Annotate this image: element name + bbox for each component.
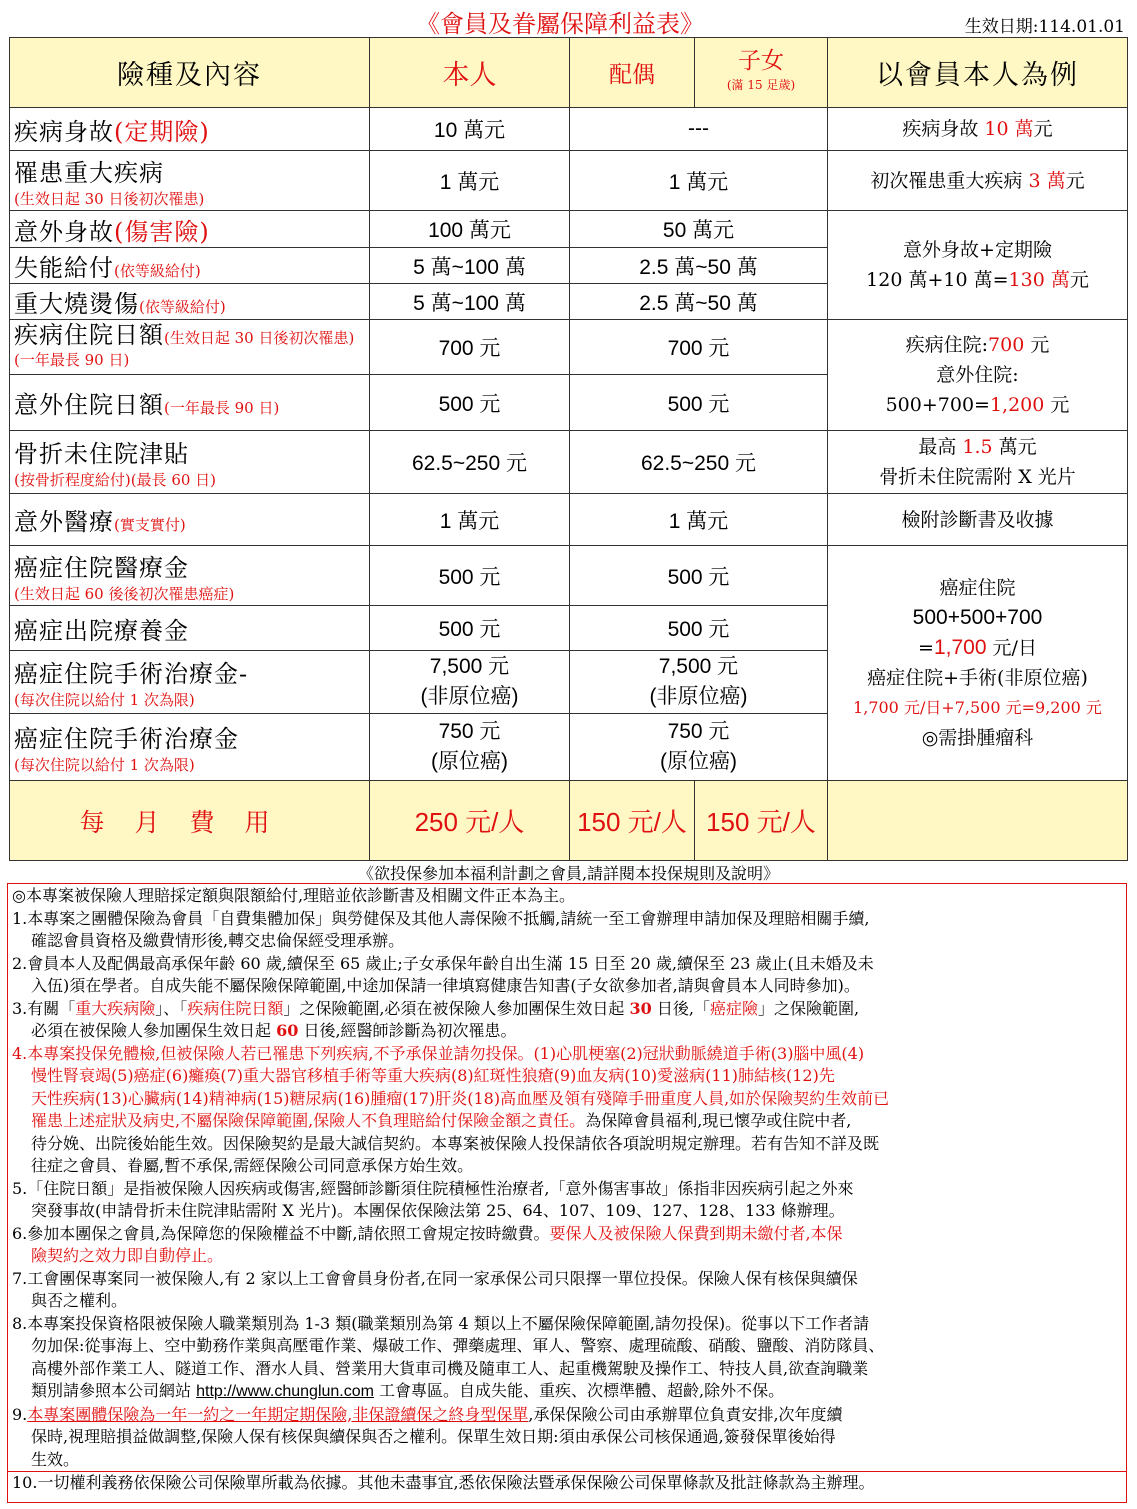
website-link[interactable]: http://www.chunglun.com: [196, 1383, 374, 1400]
self-value: 10 萬元: [370, 108, 570, 151]
spouse-child-value: 2.5 萬~50 萬: [570, 284, 828, 320]
self-value: 100 萬元: [370, 211, 570, 248]
example-cell: 疾病身故 10 萬元: [828, 108, 1128, 151]
row-label-tag: (定期險): [114, 117, 210, 146]
note-line: 天性疾病(13)心臟病(14)精神病(15)糖尿病(16)腫瘤(17)肝炎(18)高血壓及領有殘障手冊重度人員,如於保險契約生效前已: [31, 1088, 890, 1108]
note-line: 險契約之效力即自動停止。: [31, 1246, 224, 1265]
row-label: 疾病身故: [14, 117, 114, 146]
example-cell: 檢附診斷書及收據: [828, 494, 1128, 546]
table-row: [10, 108, 1128, 151]
note-line: 入伍)須在學者。自成失能不屬保險保障範圍,中途加保請一律填寫健康告知書(子女欲參加者,請與會員本人同時參加)。: [31, 976, 860, 995]
note-line: 7.工會團保專案同一被保險人,有 2 家以上工會會員身份者,在同一家承保公司只限擇一單位投保。保險人保有核保與續保: [12, 1268, 858, 1288]
page-header: [0, 4, 1137, 38]
benefit-table: [9, 37, 1128, 861]
example-cell: 最高 1.5 萬元 骨折未住院需附 X 光片: [828, 431, 1128, 494]
note-line: ◎本專案被保險人理賠採定額與限額給付,理賠並依診斷書及相關文件正本為主。: [12, 886, 576, 905]
example-cell: 意外身故+定期險 120 萬+10 萬=130 萬元: [828, 211, 1128, 320]
note-line: 類別請參照本公司網站 http://www.chunglun.com 工會專區。自成失能、重疾、次標準體、超齡,除外不保。: [31, 1381, 785, 1400]
self-value: 5 萬~100 萬: [370, 248, 570, 284]
fee-child: 150 元/人: [695, 781, 828, 861]
row-note: (生效日起 60 後後初次罹患癌症): [14, 584, 235, 603]
self-value: 500 元: [370, 606, 570, 651]
spouse-child-value: 500 元: [570, 375, 828, 431]
note-line: 勿加保:從事海上、空中勤務作業與高壓電作業、爆破工作、彈藥處理、軍人、警察、處理硫酸、硝酸、鹽酸、消防隊員、: [31, 1336, 885, 1355]
note-line: 高樓外部作業工人、隧道工作、潛水人員、營業用大貨車司機及隨車工人、起重機駕駛及操作工、特技人員,欲查詢職業: [31, 1358, 869, 1378]
header-child-note: (滿 15 足歲): [726, 77, 796, 92]
effective-date: 生效日期:114.01.01: [964, 17, 1125, 37]
row-label: 癌症住院手術治療金: [14, 725, 239, 753]
notes-box: [7, 883, 1127, 1503]
header-spouse: 配偶: [570, 38, 695, 108]
row-note: (按骨折程度給付)(最長 60 日): [14, 471, 217, 489]
row-note: (生效日起 30 日後初次罹患): [14, 189, 205, 208]
fee-empty: [828, 781, 1128, 861]
table-row: [10, 211, 1128, 248]
spouse-child-value: 1 萬元: [570, 151, 828, 211]
note-line: 6.參加本團保之會員,為保障您的保險權益不中斷,請依照工會規定按時繳費。要保人及被保險人保費到期未繳付者,本保: [12, 1223, 843, 1243]
fee-spouse: 150 元/人: [570, 781, 695, 861]
note-line: 待分娩、出院後始能生效。因保險契約是最大誠信契約。本專案被保險人投保請依各項說明規定辦理。若有告知不詳及既: [31, 1133, 880, 1153]
note-line: 生效。: [31, 1449, 80, 1469]
fee-self: 250 元/人: [370, 781, 570, 861]
spouse-child-value: 700 元: [570, 320, 828, 375]
table-row: [10, 494, 1128, 546]
note-line: 保時,視理賠損益做調整,保險人保有核保與續保與否之權利。保單生效日期:須由承保公司核保通過,簽發保單後始得: [31, 1427, 836, 1446]
row-note: (實支實付): [114, 516, 186, 534]
spouse-child-value: 500 元: [570, 546, 828, 606]
row-label: 失能給付: [14, 254, 114, 282]
monthly-fee-row: [10, 781, 1128, 861]
spouse-child-value: 750 元 (原位癌): [570, 714, 828, 781]
notes-subtitle: 《欲投保參加本福利計劃之會員,請詳閱本投保規則及說明》: [357, 864, 780, 883]
spouse-child-value: ---: [570, 108, 828, 151]
row-note: (一年最長 90 日): [164, 399, 280, 417]
header-self: 本人: [370, 38, 570, 108]
row-label: 癌症住院醫療金: [14, 553, 189, 582]
note-line: 必須在被保險人參加團保生效日起 60 日後,經醫師診斷為初次罹患。: [31, 1021, 517, 1040]
note-line: 罹患上述症狀及病史,不屬保險保障範圍,保險人不負理賠給付保險金額之責任。為保障會員福利,現已懷孕或住院中者,: [31, 1111, 852, 1130]
page-title: 《會員及眷屬保障利益表》: [416, 10, 704, 38]
example-cell: 癌症住院 500+500+700 =1,700 元/日 癌症住院+手術(非原位癌) 1,700 元/日+7,500 元=9,200 元 ◎需掛腫瘤科: [828, 546, 1128, 781]
table-row: [10, 320, 1128, 375]
spouse-child-value: 62.5~250 元: [570, 431, 828, 494]
note-line: 與否之權利。: [31, 1291, 128, 1310]
row-label-tag: (傷害險): [114, 217, 210, 246]
table-row: [10, 151, 1128, 211]
table-row: [10, 546, 1128, 606]
table-header-row: [10, 38, 1128, 108]
self-value: 1 萬元: [370, 494, 570, 546]
row-label: 意外醫療: [14, 508, 114, 536]
row-label: 疾病住院日額: [14, 320, 164, 349]
note-line: 往症之會員、眷屬,暫不承保,需經保險公司同意承保方始生效。: [31, 1156, 474, 1175]
row-label: 癌症住院手術治療金-: [14, 660, 249, 688]
self-value: 1 萬元: [370, 151, 570, 211]
spouse-child-value: 2.5 萬~50 萬: [570, 248, 828, 284]
note-line: 10.一切權利義務依保險公司保險單所載為依據。其他未盡事宜,悉依保險法暨承保保險公司保單條款及批註條款為主辦理。: [8, 1471, 1126, 1495]
note-line: 慢性腎衰竭(5)癌症(6)癱瘓(7)重大器官移植手術等重大疾病(8)紅斑性狼瘡(9)血友病(10)愛滋病(11)肺結核(12)先: [31, 1066, 835, 1085]
row-label: 意外身故: [14, 217, 114, 246]
spouse-child-value: 500 元: [570, 606, 828, 651]
row-label: 罹患重大疾病: [14, 158, 164, 187]
note-line: 5.「住院日額」是指被保險人因疾病或傷害,經醫師診斷須住院積極性治療者,「意外傷害事故」係指非因疾病引起之外來: [12, 1178, 854, 1198]
note-line: 8.本專案投保資格限被保險人職業類別為 1-3 類(職業類別為第 4 類以上不屬保險保障範圍,請勿投保)。從事以下工作者請: [12, 1313, 870, 1333]
header-coverage: 險種及內容: [10, 38, 370, 108]
row-label: 重大燒燙傷: [14, 290, 139, 318]
row-note: (每次住院以給付 1 次為限): [14, 756, 195, 774]
note-line: 確認會員資格及繳費情形後,轉交忠倫保經受理承辦。: [31, 931, 405, 950]
note-line: 1.本專案之團體保險為會員「自費集體加保」與勞健保及其他人壽保險不抵觸,請統一至工會辦理申請加保及理賠相關手續,: [12, 908, 870, 928]
self-value: 500 元: [370, 546, 570, 606]
self-value: 7,500 元 (非原位癌): [370, 651, 570, 714]
note-line: 突發事故(申請骨折未住院津貼需附 X 光片)。本團保依保險法第 25、64、107、109、127、128、133 條辦理。: [31, 1201, 845, 1220]
row-note: (依等級給付): [114, 262, 201, 280]
note-line: 9.本專案團體保險為一年一約之一年期定期保險,非保證續保之終身型保單,承保保險公司由承辦單位負責安排,次年度續: [12, 1404, 843, 1424]
row-label: 骨折未住院津貼: [14, 440, 189, 468]
self-value: 750 元 (原位癌): [370, 714, 570, 781]
header-child-label: 子女: [738, 47, 784, 74]
spouse-child-value: 1 萬元: [570, 494, 828, 546]
self-value: 500 元: [370, 375, 570, 431]
row-note: (每次住院以給付 1 次為限): [14, 691, 195, 709]
example-cell: 疾病住院:700 元 意外住院: 500+700=1,200 元: [828, 320, 1128, 431]
fee-label: 每月費用: [10, 781, 370, 861]
header-example: 以會員本人為例: [828, 38, 1128, 108]
note-line: 4.本專案投保免體檢,但被保險人若已罹患下列疾病,不予承保並請勿投保。(1)心肌梗塞(2)冠狀動脈繞道手術(3)腦中風(4): [12, 1043, 865, 1063]
row-note: (依等級給付): [139, 298, 226, 316]
self-value: 700 元: [370, 320, 570, 375]
spouse-child-value: 50 萬元: [570, 211, 828, 248]
self-value: 5 萬~100 萬: [370, 284, 570, 320]
note-line: 2.會員本人及配偶最高承保年齡 60 歲,續保至 65 歲止;子女承保年齡自出生滿 15 日至 20 歲,續保至 23 歲止(且未婚及未: [12, 953, 874, 973]
self-value: 62.5~250 元: [370, 431, 570, 494]
row-note: (生效日起 30 日後初次罹患)(一年最長 90 日): [14, 328, 355, 369]
row-label: 意外住院日額: [14, 391, 164, 419]
example-cell: 初次罹患重大疾病 3 萬元: [828, 151, 1128, 211]
header-child: [695, 38, 828, 108]
note-line: 3.有關「重大疾病險」、「疾病住院日額」之保險範圍,必須在被保險人參加團保生效日起 30 日後,「癌症險」之保險範圍,: [12, 998, 860, 1018]
row-label: 癌症出院療養金: [14, 616, 189, 645]
table-row: [10, 431, 1128, 494]
spouse-child-value: 7,500 元 (非原位癌): [570, 651, 828, 714]
